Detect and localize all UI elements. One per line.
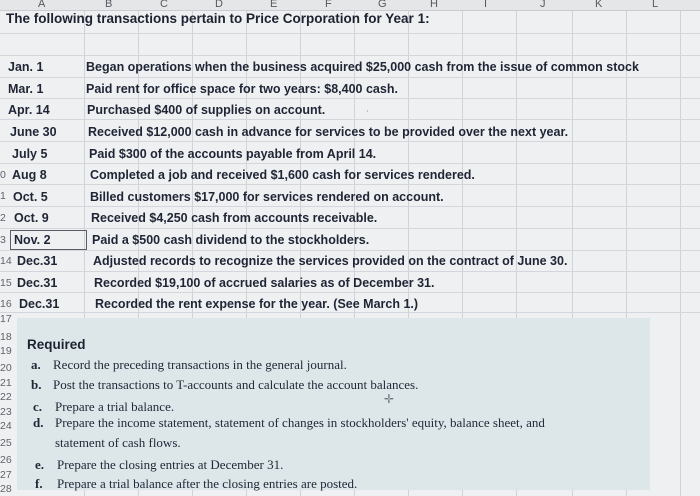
row-number: 18 bbox=[0, 331, 12, 343]
transaction-description[interactable]: Recorded $19,100 of accrued salaries as of December 31. bbox=[94, 276, 435, 290]
transaction-description[interactable]: Adjusted records to recognize the services provided on the contract of June 30. bbox=[93, 254, 568, 268]
column-header-f[interactable]: F bbox=[325, 0, 332, 10]
column-header-c[interactable]: C bbox=[160, 0, 168, 10]
column-header-b[interactable]: B bbox=[105, 0, 113, 10]
row-number: 0 bbox=[0, 169, 6, 181]
required-item-d-continued bbox=[33, 435, 181, 451]
transaction-date[interactable]: Oct. 9 bbox=[14, 211, 49, 225]
transaction-date[interactable]: Dec.31 bbox=[17, 254, 58, 268]
required-item-text: Post the transactions to T-accounts and calculate the account balances. bbox=[53, 377, 419, 392]
sheet-title[interactable]: The following transactions pertain to Price Corporation for Year 1: bbox=[6, 11, 430, 26]
row-number: 20 bbox=[0, 362, 12, 374]
transaction-date[interactable]: July 5 bbox=[12, 147, 48, 161]
row-number: 15 bbox=[0, 277, 12, 289]
row-number: 19 bbox=[0, 345, 12, 357]
transaction-date[interactable]: Aug 8 bbox=[12, 168, 47, 182]
row-number: 17 bbox=[0, 313, 12, 325]
transaction-description[interactable]: Began operations when the business acquired $25,000 cash from the issue of common stock bbox=[86, 60, 639, 74]
required-item-a bbox=[31, 357, 347, 373]
row-number: 28 bbox=[0, 483, 12, 495]
mouse-cursor-icon: ✛ bbox=[384, 392, 395, 406]
transaction-description[interactable]: Billed customers $17,000 for services rendered on account. bbox=[90, 190, 444, 204]
row-number: 27 bbox=[0, 469, 12, 481]
transaction-date[interactable]: Apr. 14 bbox=[8, 103, 50, 117]
transaction-description[interactable]: Paid rent for office space for two years: $8,400 cash. bbox=[86, 82, 398, 96]
row-number: 21 bbox=[0, 377, 12, 389]
required-item-label: d. bbox=[33, 415, 44, 430]
required-heading: Required bbox=[27, 337, 86, 352]
row-number: 24 bbox=[0, 420, 12, 432]
required-item-b bbox=[31, 377, 418, 393]
row-number: 2 bbox=[0, 212, 6, 224]
required-item-c bbox=[33, 399, 174, 415]
transaction-date[interactable]: Mar. 1 bbox=[8, 82, 44, 96]
transaction-description[interactable]: Received $4,250 cash from accounts receivable. bbox=[91, 211, 378, 225]
row-number: 3 bbox=[0, 234, 6, 246]
required-item-text: Record the preceding transactions in the general journal. bbox=[53, 357, 347, 372]
transaction-date[interactable]: June 30 bbox=[10, 125, 57, 139]
required-item-text: Prepare the income statement, statement of changes in stockholders' equity, balance sheet, and bbox=[55, 415, 545, 430]
column-header-k[interactable]: K bbox=[595, 0, 603, 10]
column-header-strip bbox=[0, 0, 700, 11]
required-item-text: Prepare a trial balance. bbox=[55, 399, 175, 414]
required-item-label: b. bbox=[31, 377, 42, 392]
required-item-text: Prepare a trial balance after the closing entries are posted. bbox=[57, 476, 358, 491]
row-number: 22 bbox=[0, 391, 12, 403]
row-number: 16 bbox=[0, 298, 12, 310]
transaction-description[interactable]: Received $12,000 cash in advance for services to be provided over the next year. bbox=[88, 125, 569, 139]
column-header-j[interactable]: J bbox=[540, 0, 546, 10]
required-item-e bbox=[35, 457, 283, 473]
transaction-date[interactable]: Jan. 1 bbox=[8, 60, 44, 74]
transaction-description[interactable]: Completed a job and received $1,600 cash for services rendered. bbox=[90, 168, 475, 182]
required-item-text: Prepare the closing entries at December 31. bbox=[57, 457, 284, 472]
column-header-a[interactable]: A bbox=[38, 0, 46, 10]
transaction-date[interactable]: Oct. 5 bbox=[13, 190, 48, 204]
transaction-description[interactable]: Paid a $500 cash dividend to the stockholders. bbox=[92, 233, 370, 247]
column-header-e[interactable]: E bbox=[270, 0, 278, 10]
transaction-description[interactable]: Paid $300 of the accounts payable from April 14. bbox=[89, 147, 377, 161]
small-mark-icon: ‧ bbox=[366, 106, 369, 116]
transaction-description[interactable]: Recorded the rent expense for the year. (See March 1.) bbox=[95, 297, 419, 311]
required-item-label: a. bbox=[31, 357, 41, 372]
required-item-f bbox=[35, 476, 357, 492]
row-number: 23 bbox=[0, 406, 12, 418]
row-number: 14 bbox=[0, 255, 12, 267]
column-header-d[interactable]: D bbox=[215, 0, 223, 10]
column-header-i[interactable]: I bbox=[484, 0, 488, 10]
required-item-label: e. bbox=[35, 457, 45, 472]
transaction-date[interactable]: Nov. 2 bbox=[14, 233, 51, 247]
row-number: 26 bbox=[0, 454, 12, 466]
required-item-label: c. bbox=[33, 399, 43, 414]
row-number: 1 bbox=[0, 190, 6, 202]
required-item-text: statement of cash flows. bbox=[55, 435, 181, 450]
column-header-l[interactable]: L bbox=[652, 0, 659, 10]
transaction-description[interactable]: Purchased $400 of supplies on account. bbox=[87, 103, 326, 117]
row-number: 25 bbox=[0, 437, 12, 449]
column-header-g[interactable]: G bbox=[378, 0, 387, 10]
required-item-d bbox=[33, 415, 545, 431]
column-header-h[interactable]: H bbox=[430, 0, 438, 10]
transaction-date[interactable]: Dec.31 bbox=[19, 297, 60, 311]
required-item-label: f. bbox=[35, 476, 43, 491]
transaction-date[interactable]: Dec.31 bbox=[17, 276, 58, 290]
